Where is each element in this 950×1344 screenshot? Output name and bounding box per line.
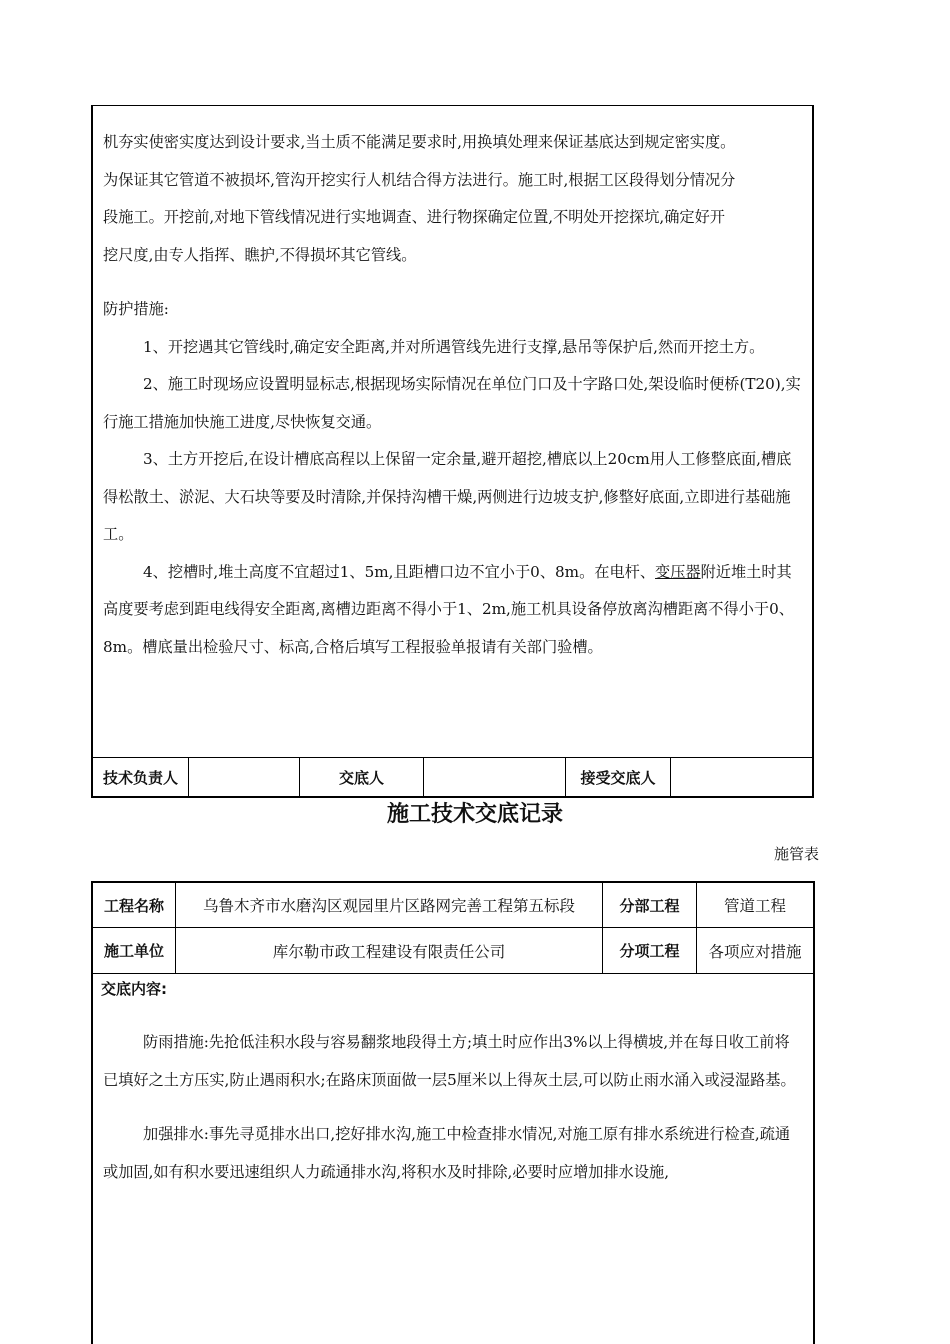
protect-item-3: 3、土方开挖后,在设计槽底高程以上保留一定余量,避开超挖,槽底以上20cm用人工修整底面,槽底得松散土、淤泥、大石块等要及时清除,并保持沟槽干燥,两侧进行边坡支护,修整好底面,立即进行基础施工。 bbox=[103, 450, 792, 543]
division-value: 管道工程 bbox=[723, 897, 786, 915]
project-name-value: 乌鲁木齐市水磨沟区观园里片区路网完善工程第五标段 bbox=[176, 883, 603, 927]
signature-row bbox=[93, 757, 812, 796]
discloser-label: 交底人 bbox=[300, 758, 424, 796]
receiver-label: 接受交底人 bbox=[566, 758, 671, 796]
drainage-paragraph: 加强排水:事先寻觅排水出口,挖好排水沟,施工中检查排水情况,对施工原有排水系统进行检查,疏通或加固,如有积水要迅速组织人力疏通排水沟,将积水及时排除,必要时应增加排水设施, bbox=[103, 1125, 791, 1181]
continuation-box bbox=[91, 105, 814, 798]
disclosure-form bbox=[91, 881, 815, 1344]
protect-item-2: 2、施工时现场应设置明显标志,根据现场实际情况在单位门口及十字路口处,架设临时便桥(T20),实行施工措施加快施工进度,尽快恢复交通。 bbox=[103, 375, 801, 431]
rain-measures-paragraph: 防雨措施:先抢低洼积水段与容易翻浆地段得土方;填土时应作出3%以上得横坡,并在每日收工前将已填好之土方压实,防止遇雨积水;在路床顶面做一层5厘米以上得灰土层,可以防止雨水涌入或浸湿路基。 bbox=[103, 1033, 796, 1089]
disclosure-content bbox=[103, 1023, 803, 1191]
contractor-label: 施工单位 bbox=[93, 928, 176, 973]
protect-item-4 bbox=[103, 554, 802, 667]
text-line: 机夯实使密实度达到设计要求,当土质不能满足要求时,用换填处理来保证基底达到规定密实度。 bbox=[103, 133, 736, 151]
content-label: 交底内容: bbox=[101, 980, 167, 998]
project-row bbox=[93, 883, 813, 928]
item4-underlined: 变压器 bbox=[655, 562, 701, 581]
page-title: 施工技术交底记录 bbox=[386, 802, 563, 827]
text-line: 挖尺度,由专人指挥、瞧护,不得损坏其它管线。 bbox=[103, 245, 417, 264]
tech-lead-label: 技术负责人 bbox=[93, 758, 189, 796]
protect-item-1: 1、开挖遇其它管线时,确定安全距离,并对所遇管线先进行支撑,悬吊等保护后,然而开挖土方。 bbox=[143, 337, 765, 356]
discloser-field[interactable] bbox=[424, 758, 566, 796]
form-number: 施管表 bbox=[773, 845, 819, 863]
receiver-field[interactable] bbox=[671, 758, 812, 796]
subitem-value: 各项应对措施 bbox=[708, 942, 802, 961]
item4-text-b: 附近堆土时其高度要考虑到距电线得安全距离,离槽边距离不得小于1、2m,施工机具设备停放离沟槽距离不得小于0、8m。槽底量出检验尺寸、标高,合格后填写工程报验单报请有关部门验槽。 bbox=[103, 562, 794, 656]
subitem-label: 分项工程 bbox=[603, 928, 697, 973]
item4-text-a: 4、挖槽时,堆土高度不宜超过1、5m,且距槽口边不宜小于0、8m。在电杆、 bbox=[143, 562, 656, 581]
tech-lead-field[interactable] bbox=[189, 758, 300, 796]
project-name-label: 工程名称 bbox=[93, 883, 176, 927]
continuation-content bbox=[103, 124, 802, 666]
division-label: 分部工程 bbox=[603, 883, 697, 927]
protect-heading: 防护措施: bbox=[103, 300, 169, 318]
contractor-row bbox=[93, 928, 813, 974]
contractor-value: 库尔勒市政工程建设有限责任公司 bbox=[176, 928, 603, 973]
text-line: 为保证其它管道不被损坏,管沟开挖实行人机结合得方法进行。施工时,根据工区段得划分情况分 bbox=[103, 170, 736, 189]
text-line: 段施工。开挖前,对地下管线情况进行实地调查、进行物探确定位置,不明处开挖探坑,确定好开 bbox=[103, 208, 725, 226]
